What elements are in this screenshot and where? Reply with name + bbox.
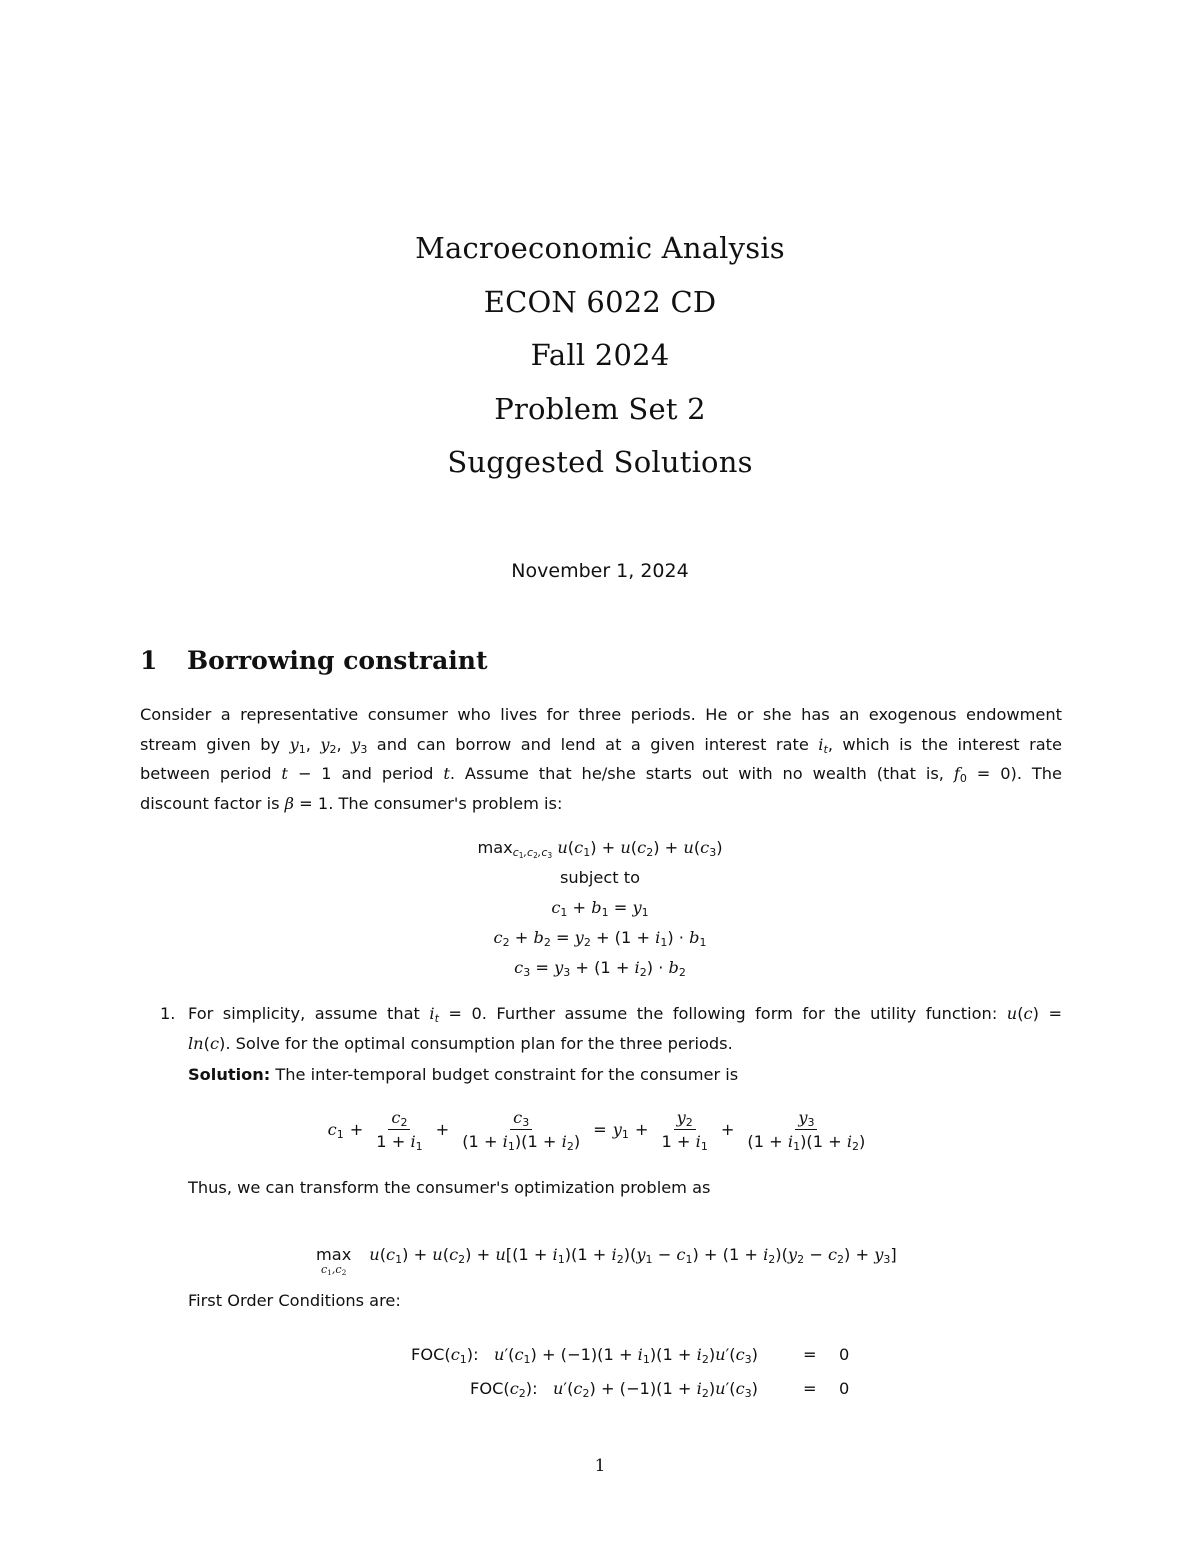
constraint-3: $c_3 = y_3 + (1 + i_2) \cdot b_2$	[514, 958, 686, 980]
intro-line: stream given by $y_1$, $y_2$, $y_3$ and can borrow and lend at a given interest rate $i_t$, which is the interest rate	[140, 734, 1062, 756]
title-block	[0, 222, 1200, 490]
fraction: $\frac{y_2}{1 + i_1}$	[661, 1108, 708, 1154]
fraction: $\frac{y_3}{(1 + i_1)(1 + i_2)}$	[747, 1108, 866, 1154]
foc-equations	[0, 1345, 1200, 1413]
intro-line: discount factor is β = 1. The consumer's problem is:	[140, 793, 563, 813]
constraint-1: $c_1 + b_1 = y_1$	[551, 898, 649, 920]
term: Fall 2024	[530, 338, 670, 372]
item-line: ln(c). Solve for the optimal consumption plan for the three periods.	[188, 1033, 733, 1053]
list-marker: 1.	[160, 1004, 176, 1023]
budget-constraint-equation: $c_1$ + $\frac{c_2}{1 + i_1}$ + $\frac{c_3}{(1 + i_1)(1 + i_2)}$ = $y_1$ + $\frac{y_2}{1 + i_1}$ + $\frac{y_3}{(1 + i_1)(1 + i_2)}$	[0, 1108, 1200, 1151]
constraint-2: $c_2 + b_2 = y_2 + (1 + i_1) \cdot b_1$	[493, 928, 707, 950]
foc-row: $FOC(c_1)$: $u'(c_1) + (-1)(1 + i_1)(1 + i_2)u'(c_3)$ = 0	[411, 1345, 850, 1367]
page-number: 1	[594, 1456, 606, 1476]
section-title: Borrowing constraint	[187, 646, 488, 675]
section-heading	[140, 646, 488, 675]
consumer-problem	[0, 833, 1200, 983]
intro-paragraph	[140, 700, 1062, 818]
problem-set-title: Problem Set 2	[494, 391, 706, 426]
objective-function: $\max_{c_1,c_2,c_3} u(c_1) + u(c_2) + u(c_3)$	[477, 838, 723, 861]
transform-sentence: Thus, we can transform the consumer's optimization problem as	[188, 1178, 711, 1197]
list-item	[160, 999, 1062, 1058]
intro-line: between period t − 1 and period t. Assume that he/she starts out with no wealth (that is, $f_0 = 0$). The	[140, 764, 1062, 786]
course-code: ECON 6022 CD	[483, 284, 717, 319]
intro-line: Consider a representative consumer who lives for three periods. He or she has an exogenous endowment	[140, 705, 1062, 724]
fraction: $\frac{c_3}{(1 + i_1)(1 + i_2)}$	[462, 1108, 581, 1154]
course-title: Macroeconomic Analysis	[415, 231, 785, 265]
document-date: November 1, 2024	[511, 560, 689, 582]
transformed-problem: max $c_1,c_2$ $u(c_1) + u(c_2) + u[(1 + i_1)(1 + i_2)(y_1 - c_1) + (1 + i_2)(y_2 - c_2) + y_3]$	[316, 1245, 897, 1278]
item-line: For simplicity, assume that $i_t = 0$. Further assume the following form for the utility function: u(c) =	[188, 1004, 1063, 1026]
foc-intro: First Order Conditions are:	[188, 1291, 401, 1310]
fraction: $\frac{c_2}{1 + i_1}$	[376, 1108, 423, 1154]
solution-label: Solution:	[188, 1065, 271, 1084]
max-operator: max $c_1,c_2$	[316, 1245, 352, 1278]
document-subtitle: Suggested Solutions	[447, 445, 753, 479]
section-number: 1	[140, 646, 158, 675]
solution-line: Solution: The inter-temporal budget constraint for the consumer is	[188, 1065, 739, 1084]
subject-to-label: subject to	[559, 868, 641, 887]
foc-row: $FOC(c_2)$: $u'(c_2) + (-1)(1 + i_2)u'(c_3)$ = 0	[470, 1379, 850, 1401]
list-item-body	[188, 999, 1062, 1058]
